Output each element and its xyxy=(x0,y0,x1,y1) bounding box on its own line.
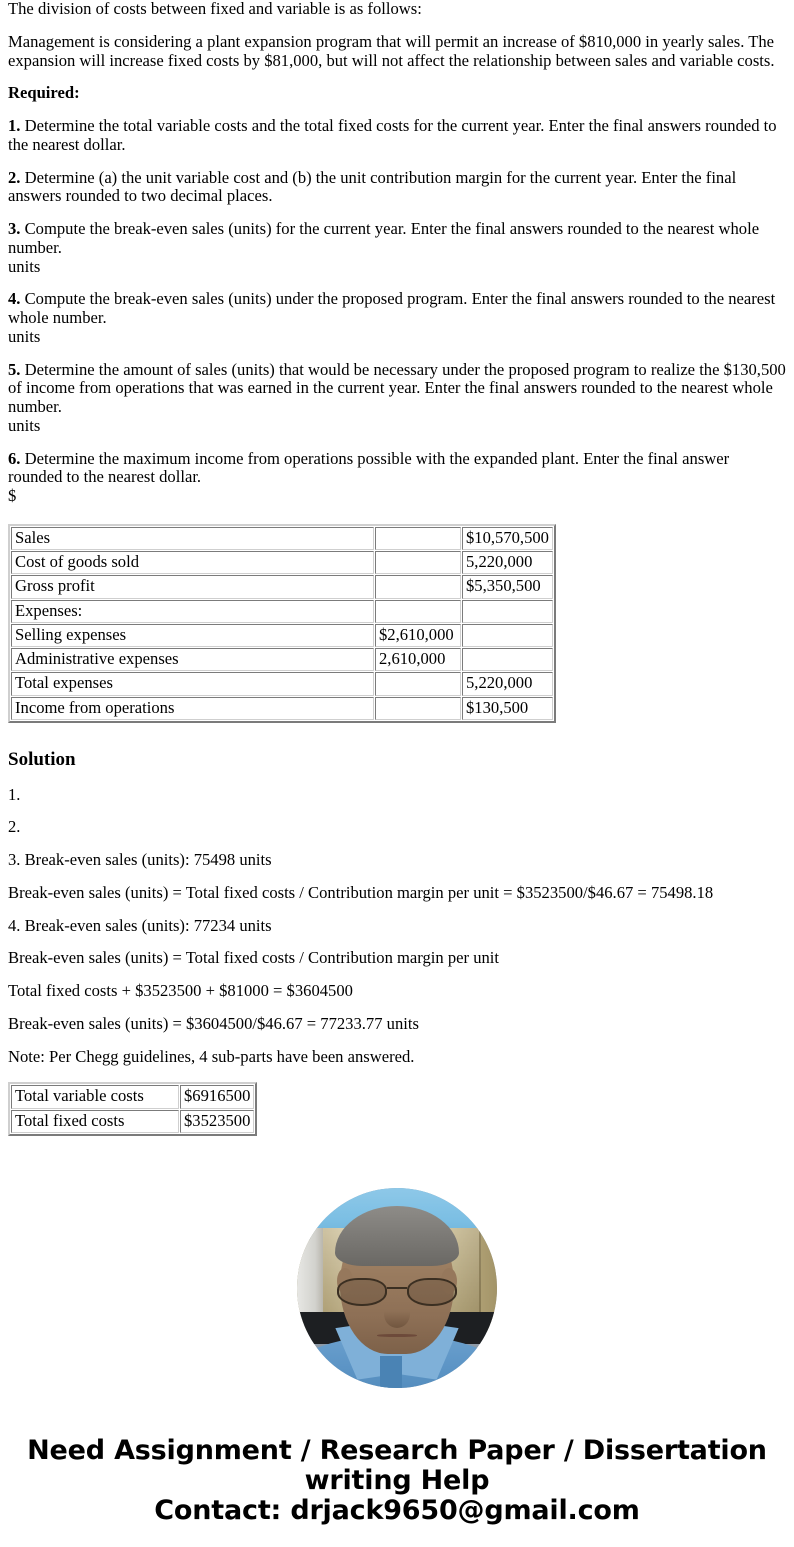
row-right-value: $10,570,500 xyxy=(462,527,553,550)
requirement-text-5: Determine the amount of sales (units) that would be necessary under the proposed program to realize the $130,500 of income from operations that was earned in the current year. Enter the final answers rounded to the nearest whole number. xyxy=(8,359,786,416)
row-mid-value: $2,610,000 xyxy=(375,624,461,647)
requirement-number-4: 4. xyxy=(8,289,21,309)
totals-table xyxy=(8,1082,257,1136)
requirement-item-5 xyxy=(0,361,794,417)
table-row xyxy=(11,1110,254,1133)
row-right-value: $5,350,500 xyxy=(462,575,553,598)
solution-line-7: Total fixed costs + $3523500 + $81000 = $3604500 xyxy=(8,981,353,1001)
row-value: $6916500 xyxy=(180,1085,254,1108)
promo-line-2: writing Help xyxy=(304,1465,490,1497)
row-label: Administrative expenses xyxy=(11,648,374,671)
solution-line-4: Break-even sales (units) = Total fixed costs / Contribution margin per unit = $3523500/$46.67 = 75498.18 xyxy=(8,882,714,902)
requirement-number-6: 6. xyxy=(8,448,21,468)
promo-line-1: Need Assignment / Research Paper / Dissertation xyxy=(27,1434,767,1466)
requirement-number-1: 1. xyxy=(8,116,21,135)
row-label: Income from operations xyxy=(11,697,374,720)
row-mid-value xyxy=(375,672,461,695)
row-mid-value xyxy=(375,697,461,720)
table-row xyxy=(11,600,553,623)
row-right-value: 5,220,000 xyxy=(462,551,553,574)
promo-footer xyxy=(0,1436,794,1547)
table-row xyxy=(11,1085,254,1108)
requirement-number-2: 2. xyxy=(8,167,21,187)
solution-heading: Solution xyxy=(8,748,76,770)
required-heading: Required: xyxy=(8,83,80,103)
table-row xyxy=(11,672,553,695)
row-mid-value xyxy=(375,575,461,598)
row-right-value xyxy=(462,600,553,623)
row-value: $3523500 xyxy=(180,1110,254,1133)
solution-line-6: Break-even sales (units) = Total fixed costs / Contribution margin per unit xyxy=(8,948,500,968)
management-paragraph: Management is considering a plant expansion program that will permit an increase of $810,000 in yearly sales. The expansion will increase fixed costs by $81,000, but will not affect the relationship between sales and variable costs. xyxy=(8,31,775,70)
promo-contact-email[interactable]: Contact: drjack9650@gmail.com xyxy=(154,1495,640,1527)
requirement-item-3 xyxy=(0,220,794,258)
intro-paragraph: The division of costs between fixed and variable is as follows: xyxy=(8,0,422,18)
row-label: Selling expenses xyxy=(11,624,374,647)
row-right-value: 5,220,000 xyxy=(462,672,553,695)
solution-line-8: Break-even sales (units) = $3604500/$46.67 = 77233.77 units xyxy=(8,1013,419,1033)
avatar-mouth xyxy=(377,1334,417,1337)
requirement-item-1 xyxy=(0,117,794,155)
requirement-text-4: Compute the break-even sales (units) under the proposed program. Enter the final answers rounded to the nearest whole number. xyxy=(8,289,776,327)
table-row xyxy=(11,648,553,671)
row-label: Total variable costs xyxy=(11,1085,179,1108)
requirement-text-6: Determine the maximum income from operations possible with the expanded plant. Enter the final answer rounded to the nearest dollar. xyxy=(8,448,730,487)
table-row xyxy=(11,527,553,550)
solution-line-1: 1. xyxy=(8,784,21,804)
solution-line-2: 2. xyxy=(8,817,21,837)
row-right-value: $130,500 xyxy=(462,697,553,720)
table-row xyxy=(11,551,553,574)
row-mid-value xyxy=(375,527,461,550)
avatar-lens-right xyxy=(407,1278,457,1306)
income-statement-table-wrapper xyxy=(0,524,794,723)
row-label: Total fixed costs xyxy=(11,1110,179,1133)
requirement-text-2: Determine (a) the unit variable cost and (b) the unit contribution margin for the current year. Enter the final answers rounded to two decimal places. xyxy=(8,167,737,206)
row-label: Total expenses xyxy=(11,672,374,695)
row-label: Sales xyxy=(11,527,374,550)
requirement-item-6 xyxy=(0,450,794,488)
row-right-value xyxy=(462,624,553,647)
avatar-tie xyxy=(380,1356,402,1388)
eyeglasses-icon xyxy=(337,1278,457,1306)
avatar-glasses-bridge xyxy=(387,1287,406,1290)
requirement-number-3: 3. xyxy=(8,219,21,238)
avatar-container xyxy=(0,1188,794,1388)
income-statement-table xyxy=(8,524,556,723)
table-row xyxy=(11,624,553,647)
avatar xyxy=(297,1188,497,1388)
answer-unit-5: units xyxy=(8,415,41,435)
requirement-number-5: 5. xyxy=(8,359,21,379)
row-label: Expenses: xyxy=(11,600,374,623)
avatar-lens-left xyxy=(337,1278,387,1306)
requirement-item-4 xyxy=(0,290,794,328)
table-row xyxy=(11,697,553,720)
answer-unit-6: $ xyxy=(8,486,17,505)
row-mid-value: 2,610,000 xyxy=(375,648,461,671)
table-row xyxy=(11,575,553,598)
answer-unit-3: units xyxy=(8,256,41,276)
row-label: Gross profit xyxy=(11,575,374,598)
solution-line-3: 3. Break-even sales (units): 75498 units xyxy=(8,850,272,870)
requirement-text-3: Compute the break-even sales (units) for the current year. Enter the final answers rounded to the nearest whole number. xyxy=(8,219,760,257)
solution-note: Note: Per Chegg guidelines, 4 sub-parts have been answered. xyxy=(8,1046,415,1066)
requirement-item-2 xyxy=(0,169,794,207)
row-label: Cost of goods sold xyxy=(11,551,374,574)
totals-table-wrapper xyxy=(0,1082,794,1136)
requirement-text-1: Determine the total variable costs and the total fixed costs for the current year. Enter the final answers rounded to the nearest dollar. xyxy=(8,116,777,154)
solution-line-5: 4. Break-even sales (units): 77234 units xyxy=(8,915,272,935)
answer-unit-4: units xyxy=(8,326,41,346)
row-mid-value xyxy=(375,600,461,623)
row-mid-value xyxy=(375,551,461,574)
row-right-value xyxy=(462,648,553,671)
